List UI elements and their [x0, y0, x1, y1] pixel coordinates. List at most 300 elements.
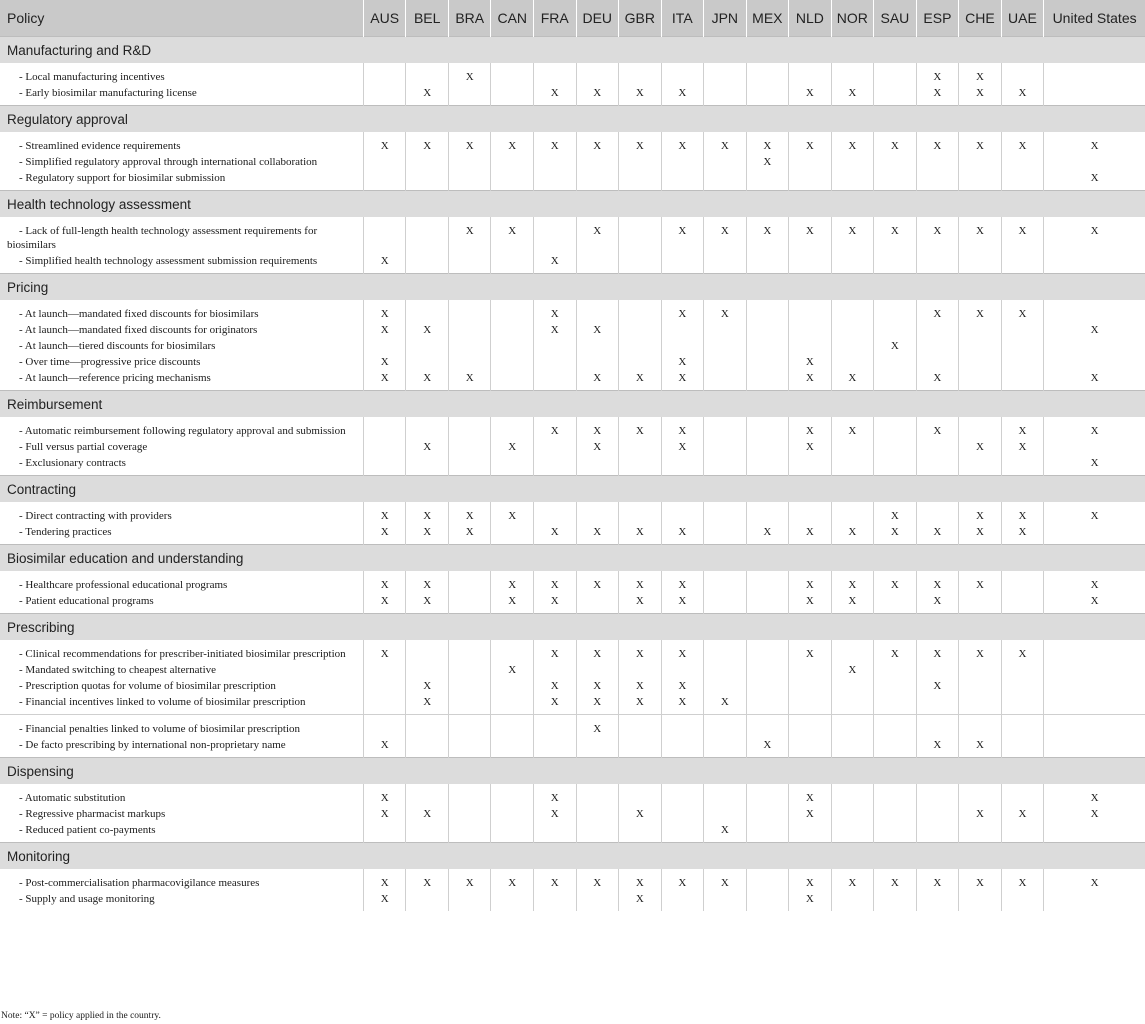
- policy-mark-cell: X: [661, 439, 704, 455]
- category-title: Contracting: [0, 476, 1145, 503]
- policy-mark-cell: [1001, 338, 1044, 354]
- policy-mark-cell: [704, 417, 747, 439]
- policy-mark-cell: X: [576, 85, 619, 106]
- column-header-country: BRA: [448, 0, 491, 37]
- policy-label: - Automatic reimbursement following regulatory approval and submission: [19, 425, 346, 437]
- policy-mark-cell: X: [363, 737, 406, 758]
- column-header-country: UAE: [1001, 0, 1044, 37]
- policy-mark-cell: X: [576, 571, 619, 593]
- policy-mark-cell: X: [534, 322, 577, 338]
- policy-mark-cell: [1001, 354, 1044, 370]
- policy-mark-cell: [1044, 891, 1145, 911]
- policy-row: [0, 132, 1145, 154]
- policy-mark-cell: X: [661, 524, 704, 545]
- policy-mark-cell: [959, 593, 1002, 614]
- policy-mark-cell: [448, 170, 491, 191]
- policy-mark-cell: [619, 217, 662, 253]
- policy-mark-cell: X: [916, 737, 959, 758]
- policy-mark-cell: [1001, 571, 1044, 593]
- policy-mark-cell: [534, 338, 577, 354]
- policy-mark-cell: X: [1044, 170, 1145, 191]
- policy-mark-cell: [1044, 715, 1145, 738]
- policy-mark-cell: X: [746, 217, 789, 253]
- policy-row: [0, 524, 1145, 545]
- policy-mark-cell: [789, 715, 832, 738]
- policy-label: - Automatic substitution: [19, 792, 126, 804]
- policy-label: - Early biosimilar manufacturing license: [19, 87, 197, 99]
- policy-mark-cell: [448, 322, 491, 338]
- policy-mark-cell: [874, 891, 917, 911]
- policy-mark-cell: [619, 322, 662, 338]
- policy-mark-cell: X: [534, 300, 577, 322]
- policy-mark-cell: [874, 593, 917, 614]
- policy-mark-cell: X: [959, 217, 1002, 253]
- policy-mark-cell: X: [534, 417, 577, 439]
- policy-mark-cell: [448, 806, 491, 822]
- policy-mark-cell: X: [363, 322, 406, 338]
- policy-label: - Clinical recommendations for prescriber-initiated biosimilar prescription: [19, 648, 346, 660]
- policy-mark-cell: [746, 891, 789, 911]
- policy-mark-cell: [831, 253, 874, 274]
- policy-mark-cell: X: [363, 571, 406, 593]
- policy-mark-cell: X: [874, 524, 917, 545]
- policy-mark-cell: [491, 640, 534, 662]
- policy-mark-cell: [831, 694, 874, 715]
- policy-mark-cell: [831, 338, 874, 354]
- column-header-country: NOR: [831, 0, 874, 37]
- policy-mark-cell: [874, 822, 917, 843]
- policy-mark-cell: X: [576, 678, 619, 694]
- policy-mark-cell: X: [363, 300, 406, 322]
- policy-mark-cell: X: [619, 891, 662, 911]
- policy-mark-cell: X: [1044, 869, 1145, 891]
- policy-mark-cell: [363, 678, 406, 694]
- policy-mark-cell: X: [661, 869, 704, 891]
- policy-mark-cell: X: [406, 694, 449, 715]
- policy-mark-cell: [491, 370, 534, 391]
- policy-mark-cell: X: [363, 891, 406, 911]
- column-header-country: GBR: [619, 0, 662, 37]
- policy-mark-cell: [789, 822, 832, 843]
- policy-mark-cell: [534, 891, 577, 911]
- policy-mark-cell: [959, 354, 1002, 370]
- policy-mark-cell: [1044, 63, 1145, 85]
- policy-mark-cell: X: [959, 132, 1002, 154]
- policy-mark-cell: [704, 154, 747, 170]
- policy-mark-cell: [534, 662, 577, 678]
- policy-mark-cell: [789, 170, 832, 191]
- policy-row: [0, 217, 1145, 253]
- policy-mark-cell: X: [959, 737, 1002, 758]
- policy-mark-cell: [534, 154, 577, 170]
- column-header-country: DEU: [576, 0, 619, 37]
- column-header-country: United States: [1044, 0, 1145, 37]
- policy-mark-cell: [831, 154, 874, 170]
- policy-mark-cell: [406, 63, 449, 85]
- policy-mark-cell: [448, 300, 491, 322]
- policy-mark-cell: [1044, 253, 1145, 274]
- policy-mark-cell: [363, 694, 406, 715]
- policy-mark-cell: X: [704, 869, 747, 891]
- policy-mark-cell: X: [363, 370, 406, 391]
- policy-mark-cell: X: [406, 806, 449, 822]
- category-row: [0, 843, 1145, 870]
- policy-mark-cell: [746, 253, 789, 274]
- policy-mark-cell: [1044, 439, 1145, 455]
- policy-mark-cell: X: [534, 85, 577, 106]
- policy-mark-cell: X: [363, 806, 406, 822]
- policy-mark-cell: X: [746, 132, 789, 154]
- policy-mark-cell: [491, 338, 534, 354]
- policy-mark-cell: [491, 524, 534, 545]
- policy-row: [0, 502, 1145, 524]
- policy-mark-cell: X: [491, 662, 534, 678]
- policy-mark-cell: [704, 253, 747, 274]
- policy-mark-cell: [534, 354, 577, 370]
- policy-mark-cell: [406, 822, 449, 843]
- policy-row: [0, 678, 1145, 694]
- policy-mark-cell: [661, 170, 704, 191]
- policy-row: [0, 439, 1145, 455]
- policy-label: - At launch—reference pricing mechanisms: [19, 372, 211, 384]
- policy-mark-cell: [1044, 354, 1145, 370]
- policy-mark-cell: [448, 154, 491, 170]
- policy-mark-cell: X: [534, 784, 577, 806]
- policy-mark-cell: X: [789, 593, 832, 614]
- policy-mark-cell: [363, 154, 406, 170]
- policy-mark-cell: [704, 593, 747, 614]
- policy-mark-cell: [874, 678, 917, 694]
- policy-mark-cell: X: [916, 217, 959, 253]
- policy-mark-cell: [619, 439, 662, 455]
- policy-mark-cell: X: [619, 694, 662, 715]
- policy-mark-cell: [619, 784, 662, 806]
- policy-mark-cell: [448, 737, 491, 758]
- policy-mark-cell: X: [916, 678, 959, 694]
- policy-mark-cell: [448, 694, 491, 715]
- policy-mark-cell: [789, 694, 832, 715]
- policy-mark-cell: [874, 322, 917, 338]
- policy-mark-cell: [959, 678, 1002, 694]
- policy-mark-cell: [534, 217, 577, 253]
- policy-mark-cell: [916, 784, 959, 806]
- policy-mark-cell: X: [959, 524, 1002, 545]
- category-title: Biosimilar education and understanding: [0, 545, 1145, 572]
- policy-mark-cell: [534, 822, 577, 843]
- policy-mark-cell: X: [661, 417, 704, 439]
- policy-mark-cell: [1044, 338, 1145, 354]
- policy-mark-cell: [1001, 170, 1044, 191]
- category-title: Reimbursement: [0, 391, 1145, 418]
- policy-mark-cell: [916, 455, 959, 476]
- policy-mark-cell: [406, 338, 449, 354]
- policy-mark-cell: X: [661, 370, 704, 391]
- policy-mark-cell: X: [661, 217, 704, 253]
- policy-mark-cell: X: [491, 571, 534, 593]
- policy-mark-cell: X: [576, 715, 619, 738]
- policy-mark-cell: [874, 806, 917, 822]
- policy-mark-cell: [831, 737, 874, 758]
- column-header-country: CAN: [491, 0, 534, 37]
- policy-mark-cell: [1001, 784, 1044, 806]
- policy-row: [0, 370, 1145, 391]
- policy-mark-cell: [491, 715, 534, 738]
- policy-mark-cell: X: [491, 502, 534, 524]
- policy-mark-cell: X: [661, 132, 704, 154]
- policy-mark-cell: [746, 640, 789, 662]
- policy-mark-cell: X: [1001, 524, 1044, 545]
- policy-mark-cell: [746, 338, 789, 354]
- policy-mark-cell: X: [831, 417, 874, 439]
- column-header-country: CHE: [959, 0, 1002, 37]
- policy-mark-cell: [619, 822, 662, 843]
- policy-mark-cell: [789, 154, 832, 170]
- policy-mark-cell: X: [1044, 784, 1145, 806]
- policy-mark-cell: [448, 439, 491, 455]
- policy-label: - Reduced patient co-payments: [19, 824, 156, 836]
- policy-row: [0, 300, 1145, 322]
- policy-mark-cell: [448, 593, 491, 614]
- policy-mark-cell: [363, 170, 406, 191]
- policy-mark-cell: [534, 370, 577, 391]
- policy-mark-cell: X: [534, 678, 577, 694]
- policy-mark-cell: X: [534, 694, 577, 715]
- policy-mark-cell: [704, 640, 747, 662]
- policy-mark-cell: [534, 439, 577, 455]
- policy-mark-cell: X: [831, 593, 874, 614]
- policy-mark-cell: X: [661, 85, 704, 106]
- policy-mark-cell: X: [789, 439, 832, 455]
- policy-mark-cell: [619, 502, 662, 524]
- policy-mark-cell: [916, 662, 959, 678]
- policy-mark-cell: X: [831, 85, 874, 106]
- policy-mark-cell: X: [619, 370, 662, 391]
- policy-mark-cell: X: [576, 217, 619, 253]
- policy-mark-cell: [491, 784, 534, 806]
- policy-row: [0, 662, 1145, 678]
- policy-mark-cell: [789, 502, 832, 524]
- policy-mark-cell: [746, 869, 789, 891]
- policy-mark-cell: [1044, 85, 1145, 106]
- policy-mark-cell: X: [576, 417, 619, 439]
- policy-mark-cell: [874, 300, 917, 322]
- policy-mark-cell: [1001, 694, 1044, 715]
- policy-mark-cell: X: [619, 593, 662, 614]
- policy-mark-cell: X: [1001, 300, 1044, 322]
- policy-mark-cell: [491, 891, 534, 911]
- policy-mark-cell: X: [959, 63, 1002, 85]
- policy-mark-cell: [1001, 322, 1044, 338]
- policy-mark-cell: [704, 322, 747, 338]
- policy-label: - De facto prescribing by international non-proprietary name: [19, 739, 286, 751]
- policy-mark-cell: X: [959, 571, 1002, 593]
- policy-mark-cell: [1001, 370, 1044, 391]
- category-row: [0, 191, 1145, 218]
- policy-label: - Mandated switching to cheapest alternative: [19, 664, 217, 676]
- policy-mark-cell: [1001, 891, 1044, 911]
- policy-mark-cell: [916, 502, 959, 524]
- policy-mark-cell: X: [619, 869, 662, 891]
- policy-mark-cell: X: [448, 217, 491, 253]
- policy-mark-cell: X: [619, 678, 662, 694]
- policy-mark-cell: X: [576, 322, 619, 338]
- policy-mark-cell: X: [789, 869, 832, 891]
- policy-mark-cell: [661, 715, 704, 738]
- policy-mark-cell: [619, 662, 662, 678]
- policy-label: - Post-commercialisation pharmacovigilance measures: [19, 877, 260, 889]
- policy-mark-cell: [1001, 715, 1044, 738]
- policy-mark-cell: X: [534, 253, 577, 274]
- table-header-row: [0, 0, 1145, 37]
- policy-mark-cell: [959, 253, 1002, 274]
- policy-row: [0, 822, 1145, 843]
- policy-mark-cell: [576, 593, 619, 614]
- policy-mark-cell: [1001, 678, 1044, 694]
- policy-mark-cell: [576, 806, 619, 822]
- policy-mark-cell: [661, 63, 704, 85]
- policy-mark-cell: [746, 354, 789, 370]
- policy-mark-cell: X: [363, 132, 406, 154]
- policy-mark-cell: [831, 354, 874, 370]
- policy-mark-cell: [704, 338, 747, 354]
- policy-mark-cell: [448, 822, 491, 843]
- policy-mark-cell: X: [916, 300, 959, 322]
- policy-mark-cell: [789, 662, 832, 678]
- policy-mark-cell: [619, 300, 662, 322]
- policy-mark-cell: [916, 806, 959, 822]
- policy-mark-cell: [661, 662, 704, 678]
- policy-mark-cell: [448, 891, 491, 911]
- policy-mark-cell: [831, 455, 874, 476]
- policy-mark-cell: X: [661, 354, 704, 370]
- policy-mark-cell: X: [491, 593, 534, 614]
- policy-row: [0, 737, 1145, 758]
- policy-mark-cell: X: [406, 678, 449, 694]
- policy-mark-cell: [534, 715, 577, 738]
- policy-mark-cell: [406, 253, 449, 274]
- policy-mark-cell: X: [704, 694, 747, 715]
- policy-mark-cell: [704, 524, 747, 545]
- policy-mark-cell: [704, 63, 747, 85]
- policy-mark-cell: [576, 300, 619, 322]
- policy-mark-cell: X: [704, 300, 747, 322]
- policy-mark-cell: X: [1001, 806, 1044, 822]
- policy-mark-cell: X: [406, 85, 449, 106]
- policy-mark-cell: [491, 737, 534, 758]
- policy-mark-cell: X: [916, 85, 959, 106]
- policy-mark-cell: X: [874, 571, 917, 593]
- policy-mark-cell: [704, 891, 747, 911]
- policy-label: - Streamlined evidence requirements: [19, 140, 181, 152]
- policy-mark-cell: [619, 715, 662, 738]
- policy-mark-cell: X: [661, 300, 704, 322]
- policy-row: [0, 715, 1145, 738]
- policy-mark-cell: [448, 571, 491, 593]
- policy-mark-cell: X: [534, 524, 577, 545]
- policy-mark-cell: [491, 85, 534, 106]
- policy-mark-cell: X: [789, 217, 832, 253]
- policy-mark-cell: X: [1044, 417, 1145, 439]
- policy-mark-cell: X: [491, 217, 534, 253]
- policy-mark-cell: [1001, 154, 1044, 170]
- policy-label: - Direct contracting with providers: [19, 510, 172, 522]
- policy-mark-cell: [619, 63, 662, 85]
- policy-mark-cell: X: [789, 417, 832, 439]
- policy-mark-cell: [1044, 822, 1145, 843]
- policy-mark-cell: [619, 253, 662, 274]
- policy-mark-cell: [576, 822, 619, 843]
- policy-mark-cell: X: [1001, 132, 1044, 154]
- policy-mark-cell: [491, 154, 534, 170]
- policy-mark-cell: [874, 715, 917, 738]
- category-row: [0, 758, 1145, 785]
- policy-label: - Full versus partial coverage: [19, 441, 148, 453]
- policy-mark-cell: [534, 63, 577, 85]
- policy-mark-cell: X: [576, 370, 619, 391]
- policy-mark-cell: [576, 891, 619, 911]
- policy-mark-cell: X: [1001, 869, 1044, 891]
- policy-mark-cell: [916, 694, 959, 715]
- policy-mark-cell: X: [789, 571, 832, 593]
- policy-mark-cell: [491, 417, 534, 439]
- policy-mark-cell: X: [789, 85, 832, 106]
- policy-label: - Financial penalties linked to volume of biosimilar prescription: [0, 715, 363, 738]
- category-title: Regulatory approval: [0, 106, 1145, 133]
- policy-mark-cell: [704, 571, 747, 593]
- policy-mark-cell: [363, 662, 406, 678]
- policy-mark-cell: X: [406, 502, 449, 524]
- policy-mark-cell: X: [789, 806, 832, 822]
- policy-mark-cell: [406, 170, 449, 191]
- policy-mark-cell: [1044, 737, 1145, 758]
- policy-mark-cell: X: [746, 737, 789, 758]
- policy-mark-cell: [363, 63, 406, 85]
- policy-mark-cell: [661, 737, 704, 758]
- policy-mark-cell: X: [959, 640, 1002, 662]
- policy-row: [0, 784, 1145, 806]
- policy-mark-cell: [661, 822, 704, 843]
- policy-mark-cell: X: [534, 132, 577, 154]
- policy-mark-cell: [704, 354, 747, 370]
- policy-mark-cell: [916, 253, 959, 274]
- policy-mark-cell: X: [576, 869, 619, 891]
- policy-mark-cell: [491, 253, 534, 274]
- policy-mark-cell: X: [491, 132, 534, 154]
- policy-mark-cell: [1001, 63, 1044, 85]
- policy-mark-cell: X: [534, 640, 577, 662]
- policy-mark-cell: [704, 370, 747, 391]
- policy-mark-cell: [704, 737, 747, 758]
- policy-mark-cell: X: [448, 524, 491, 545]
- policy-label: - Over time—progressive price discounts: [19, 356, 201, 368]
- policy-label: - Lack of full-length health technology assessment requirements for biosimilars: [7, 225, 318, 251]
- policy-mark-cell: X: [916, 640, 959, 662]
- category-row: [0, 614, 1145, 641]
- policy-mark-cell: [661, 253, 704, 274]
- policy-mark-cell: [916, 154, 959, 170]
- policy-mark-cell: [448, 678, 491, 694]
- policy-mark-cell: [363, 715, 406, 738]
- policy-mark-cell: [746, 85, 789, 106]
- policy-mark-cell: X: [576, 694, 619, 715]
- policy-mark-cell: [746, 170, 789, 191]
- policy-mark-cell: X: [959, 300, 1002, 322]
- policy-mark-cell: X: [1044, 502, 1145, 524]
- policy-mark-cell: [576, 737, 619, 758]
- policy-mark-cell: [959, 715, 1002, 738]
- policy-mark-cell: [491, 300, 534, 322]
- policy-mark-cell: X: [916, 524, 959, 545]
